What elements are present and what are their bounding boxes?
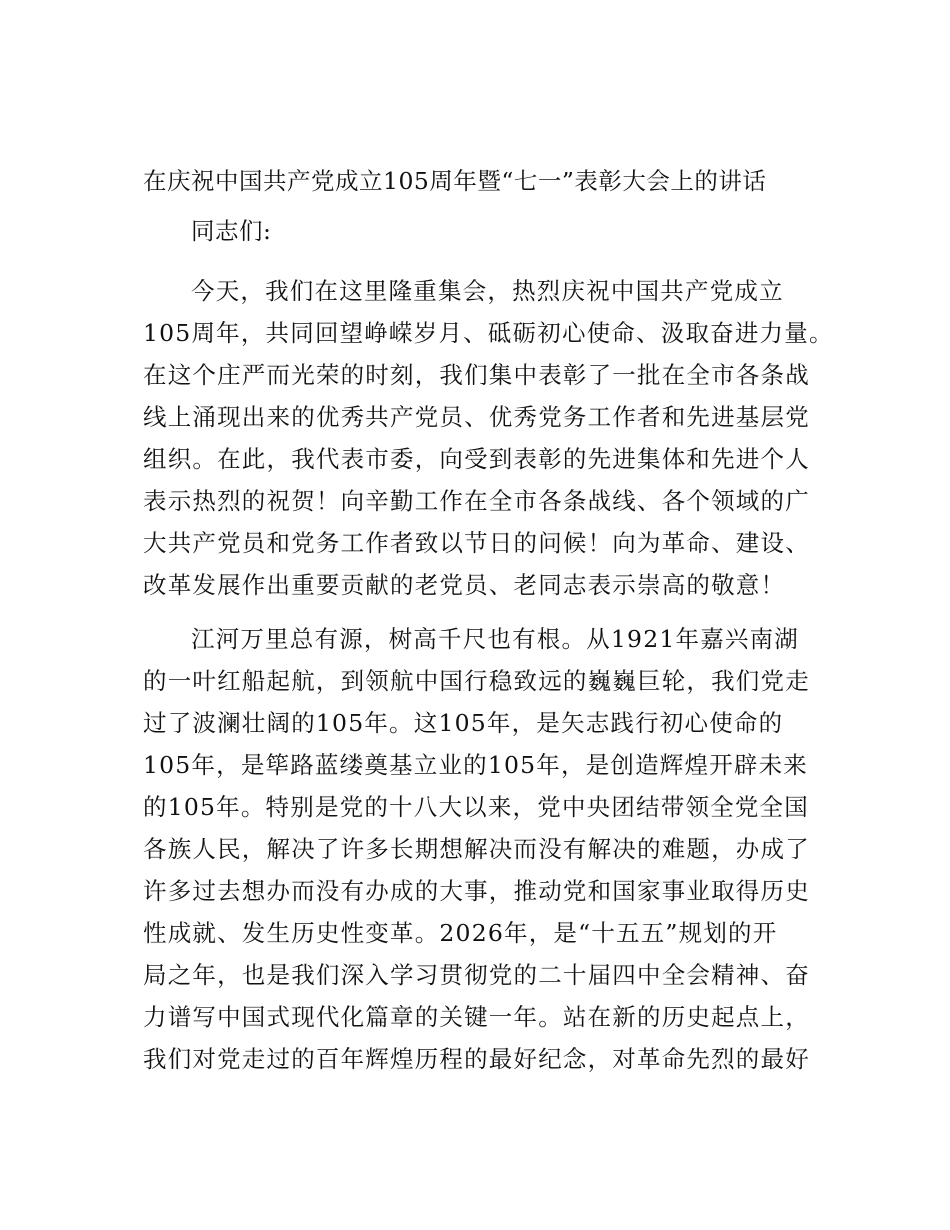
paragraph-line: 各族人民，解决了许多长期想解决而没有解决的难题，办成了	[143, 835, 810, 863]
document-body	[143, 162, 834, 1080]
paragraph-line: 线上涌现出来的优秀共产党员、优秀党务工作者和先进基层党	[143, 403, 810, 431]
paragraph-line: 过了波澜壮阔的105年。这105年，是矢志践行初心使命的	[143, 709, 784, 737]
paragraph-line: 力谱写中国式现代化篇章的关键一年。站在新的历史起点上，	[143, 1003, 810, 1031]
paragraph-line: 性成就、发生历史性变革。2026年，是“十五五”规划的开	[143, 919, 778, 947]
paragraph-line: 今天，我们在这里隆重集会，热烈庆祝中国共产党成立	[191, 277, 784, 305]
paragraph-line: 大共产党员和党务工作者致以节日的问候！向为革命、建设、	[143, 529, 810, 557]
paragraph-line: 组织。在此，我代表市委，向受到表彰的先进集体和先进个人	[143, 445, 810, 473]
paragraph-line: 表示热烈的祝贺！向辛勤工作在全市各条战线、各个领域的广	[143, 487, 810, 515]
paragraph-line: 局之年，也是我们深入学习贯彻党的二十届四中全会精神、奋	[143, 961, 810, 989]
paragraph-line: 改革发展作出重要贡献的老党员、老同志表示崇高的敬意！	[143, 571, 786, 599]
paragraph-line: 在这个庄严而光荣的时刻，我们集中表彰了一批在全市各条战	[143, 361, 810, 389]
paragraph-line: 105年，是筚路蓝缕奠基立业的105年，是创造辉煌开辟未来	[143, 751, 809, 779]
paragraph-line: 105周年，共同回望峥嵘岁月、砥砺初心使命、汲取奋进力量。	[143, 319, 834, 347]
speech-title: 在庆祝中国共产党成立105周年暨“七一”表彰大会上的讲话	[143, 167, 767, 195]
paragraph-history	[143, 618, 811, 1080]
paragraph-line: 江河万里总有源，树高千尺也有根。从1921年嘉兴南湖	[191, 625, 800, 653]
paragraph-line: 许多过去想办而没有办成的大事，推动党和国家事业取得历史	[143, 877, 810, 905]
salutation: 同志们:	[191, 217, 272, 245]
paragraph-opening	[143, 270, 834, 606]
paragraph-line: 的105年。特别是党的十八大以来，党中央团结带领全党全国	[143, 793, 809, 821]
paragraph-line: 我们对党走过的百年辉煌历程的最好纪念，对革命先烈的最好	[143, 1045, 810, 1073]
paragraph-line: 的一叶红船起航，到领航中国行稳致远的巍巍巨轮，我们党走	[143, 667, 810, 695]
